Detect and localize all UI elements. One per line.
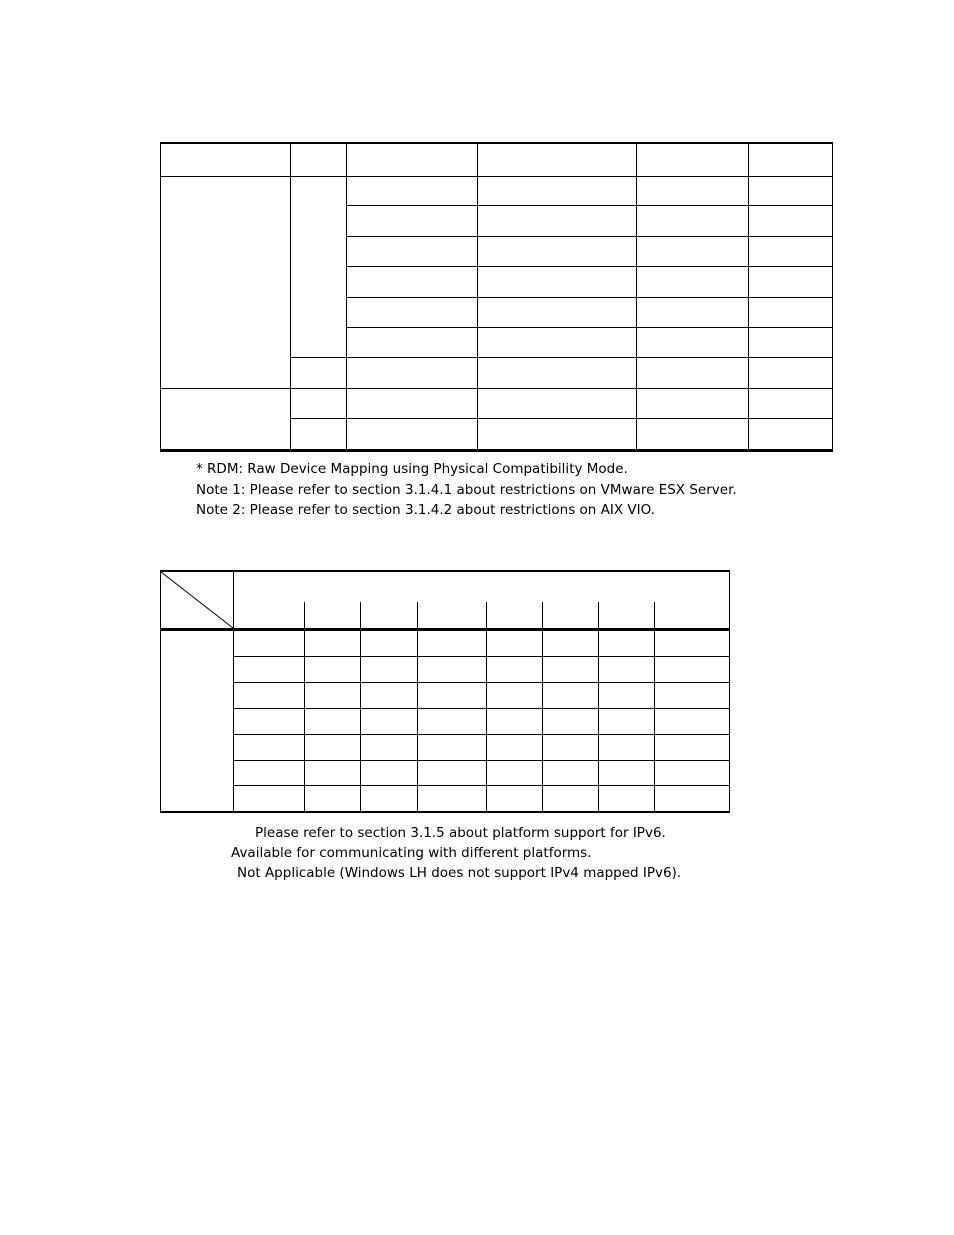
column-rule <box>346 142 347 452</box>
column-rule <box>598 602 599 813</box>
column-rule <box>729 570 730 813</box>
column-rule <box>160 142 161 452</box>
column-rule <box>304 602 305 813</box>
row-rule <box>233 734 730 735</box>
legend-note-ipv6: Please refer to section 3.1.5 about platform support for IPv6. <box>255 825 666 841</box>
column-rule <box>477 142 478 452</box>
column-rule <box>360 602 361 813</box>
row-rule <box>233 682 730 683</box>
row-rule <box>346 297 833 298</box>
column-rule <box>486 602 487 813</box>
row-rule <box>346 327 833 328</box>
row-rule <box>346 205 833 206</box>
table-top-border <box>160 142 833 144</box>
column-rule <box>636 142 637 452</box>
table-top-border <box>160 570 730 572</box>
row-rule <box>233 708 730 709</box>
column-rule <box>654 602 655 813</box>
footnote-note-2: Note 2: Please refer to section 3.1.4.2 about restrictions on AIX VIO. <box>196 502 655 518</box>
footnote-rdm: * RDM: Raw Device Mapping using Physical Compatibility Mode. <box>196 461 628 477</box>
row-rule <box>233 656 730 657</box>
table-bottom-border <box>160 449 833 452</box>
row-rule <box>346 266 833 267</box>
row-rule <box>290 357 833 358</box>
column-rule <box>290 142 291 452</box>
header-bottom-rule <box>160 628 730 631</box>
table-bottom-border <box>160 811 730 813</box>
column-rule <box>832 142 833 452</box>
legend-note-not-applicable: Not Applicable (Windows LH does not support IPv4 mapped IPv6). <box>237 865 682 881</box>
column-rule <box>748 142 749 452</box>
footnote-note-1: Note 1: Please refer to section 3.1.4.1 about restrictions on VMware ESX Server. <box>196 482 737 498</box>
row-rule <box>290 418 833 419</box>
column-rule <box>417 602 418 813</box>
header-bottom-rule <box>160 176 833 177</box>
group-rule <box>160 388 833 389</box>
row-rule <box>233 785 730 786</box>
column-rule <box>542 602 543 813</box>
row-rule <box>346 236 833 237</box>
corner-diagonal-line <box>160 571 234 629</box>
row-rule <box>233 760 730 761</box>
legend-note-available: Available for communicating with different platforms. <box>231 845 592 861</box>
